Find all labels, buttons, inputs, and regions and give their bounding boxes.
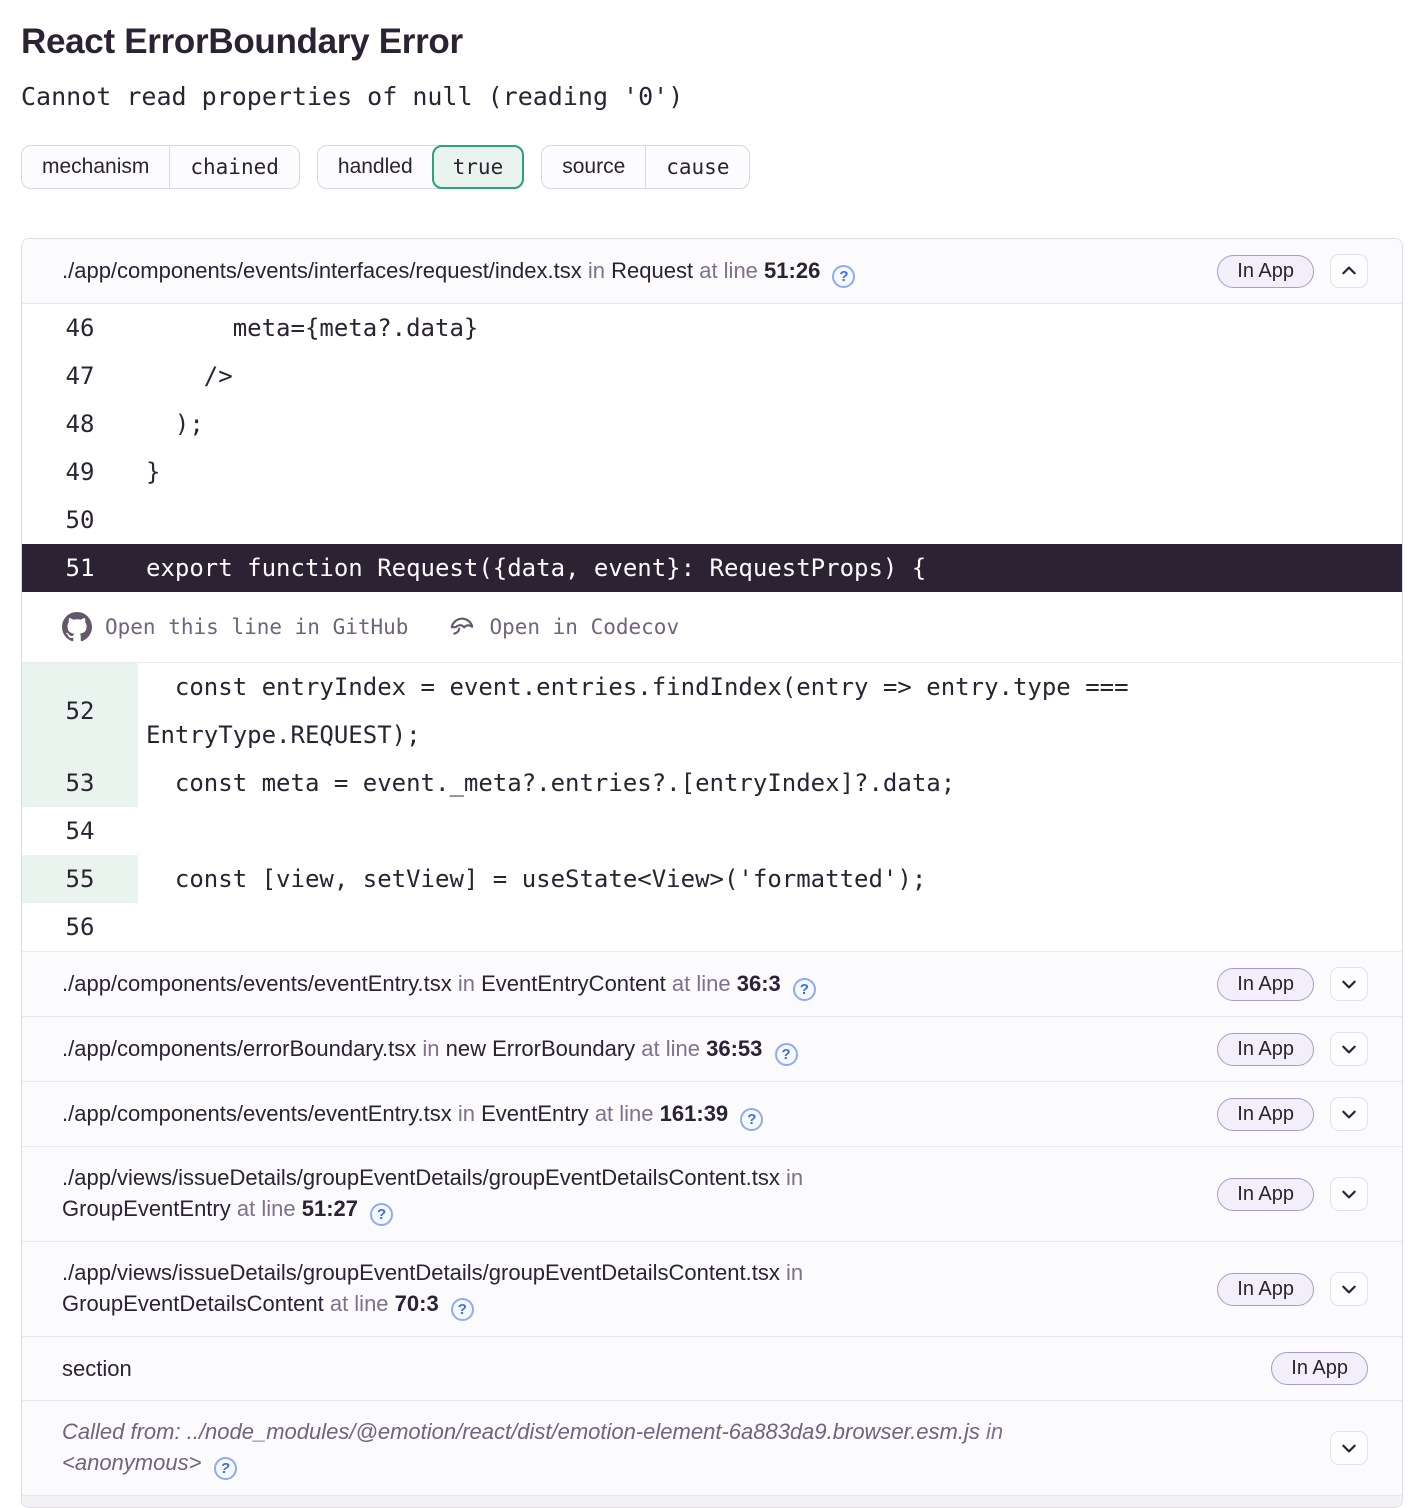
next-frame-row-partial[interactable]	[22, 1495, 1402, 1507]
frame-atline-label: at line	[641, 1035, 700, 1061]
code-text	[138, 903, 1402, 951]
frame-title	[62, 1098, 1201, 1131]
frame-in-label: in	[785, 1165, 804, 1190]
frame-title	[62, 255, 1201, 288]
page-title: React ErrorBoundary Error	[21, 22, 463, 61]
called-from-label: Called from:	[62, 1419, 181, 1444]
in-app-badge: In App	[1217, 1098, 1314, 1131]
code-line	[22, 855, 1402, 903]
line-number: 51	[65, 554, 95, 582]
stack-frame-row-section[interactable]	[22, 1336, 1402, 1400]
frame-atline-label: at line	[594, 1100, 654, 1126]
called-from-title	[62, 1416, 1314, 1480]
in-app-badge: In App	[1217, 1178, 1314, 1211]
chevron-down-icon	[1340, 1040, 1358, 1058]
frame-in-label: in	[785, 1260, 804, 1285]
line-number: 48	[65, 410, 95, 438]
line-number: 46	[65, 314, 95, 342]
line-number: 47	[65, 362, 95, 390]
stack-frame-row-expanded[interactable]	[22, 239, 1402, 304]
frame-title	[62, 1257, 1201, 1321]
frame-title	[62, 1162, 1201, 1226]
frame-section-label: section	[62, 1355, 132, 1381]
code-line	[22, 663, 1402, 759]
frame-function: new ErrorBoundary	[445, 1035, 636, 1061]
source-context	[22, 304, 1402, 951]
frame-title	[62, 968, 1201, 1001]
tag-value: chained	[169, 146, 299, 188]
line-number: 56	[65, 913, 95, 941]
frame-in-label: in	[457, 1100, 475, 1126]
code-text: const entryIndex = event.entries.findIndex(entry => entry.type === EntryType.REQUEST);	[146, 673, 1144, 749]
frame-lineno: 161:39	[659, 1100, 729, 1126]
help-icon[interactable]: ?	[214, 1457, 237, 1480]
tag-key: mechanism	[42, 155, 150, 178]
line-number: 55	[22, 855, 138, 903]
tag-handled[interactable]	[317, 145, 524, 189]
expand-frame-button[interactable]	[1330, 1272, 1368, 1306]
help-icon[interactable]: ?	[832, 265, 855, 288]
help-icon[interactable]: ?	[793, 978, 816, 1001]
tag-mechanism[interactable]	[21, 145, 300, 189]
code-text: export function Request({data, event}: RequestProps) {	[146, 554, 927, 582]
github-icon	[62, 612, 92, 642]
frame-lineno: 70:3	[394, 1291, 439, 1316]
code-text: }	[146, 458, 161, 486]
collapse-frame-button[interactable]	[1330, 254, 1368, 288]
in-app-badge: In App	[1271, 1352, 1368, 1385]
in-app-badge: In App	[1217, 968, 1314, 1001]
tag-list	[21, 145, 1403, 189]
stack-frame-row[interactable]	[22, 1016, 1402, 1081]
code-line	[22, 807, 1402, 855]
frame-lineno: 51:26	[764, 257, 821, 283]
frame-in-label: in	[422, 1035, 440, 1061]
codecov-link[interactable]	[448, 603, 679, 651]
code-text	[138, 496, 1402, 544]
github-link-label: Open this line in GitHub	[105, 615, 409, 639]
code-text: />	[146, 362, 233, 390]
code-line	[22, 448, 1402, 496]
code-line-crash	[22, 544, 1402, 592]
chevron-down-icon	[1340, 1105, 1358, 1123]
code-line	[22, 903, 1402, 951]
chevron-down-icon	[1340, 1439, 1358, 1457]
frame-atline-label: at line	[329, 1291, 389, 1316]
code-line	[22, 496, 1402, 544]
frame-lineno: 36:53	[706, 1035, 763, 1061]
called-from-path: ../node_modules/@emotion/react/dist/emotion-element-6a883da9.browser.esm.js	[186, 1419, 980, 1444]
frame-atline-label: at line	[699, 257, 758, 283]
frame-path: ./app/views/issueDetails/groupEventDetails/groupEventDetailsContent.tsx	[62, 1260, 780, 1285]
expand-frame-button[interactable]	[1330, 1431, 1368, 1465]
github-link[interactable]	[62, 603, 408, 651]
code-text	[138, 807, 1402, 855]
expand-frame-button[interactable]	[1330, 1032, 1368, 1066]
expand-frame-button[interactable]	[1330, 1097, 1368, 1131]
chevron-up-icon	[1340, 262, 1358, 280]
tag-value: cause	[645, 146, 749, 188]
code-text: meta={meta?.data}	[146, 314, 479, 342]
line-number: 49	[65, 458, 95, 486]
in-app-badge: In App	[1217, 1033, 1314, 1066]
stack-frame-row[interactable]	[22, 1146, 1402, 1241]
expand-frame-button[interactable]	[1330, 967, 1368, 1001]
frame-in-label: in	[457, 970, 475, 996]
tag-key: handled	[337, 155, 413, 178]
codecov-icon	[448, 613, 476, 641]
frame-function: EventEntry	[481, 1100, 589, 1126]
stack-frame-row[interactable]	[22, 1081, 1402, 1146]
code-text: const meta = event._meta?.entries?.[entryIndex]?.data;	[146, 769, 956, 797]
line-number: 53	[22, 759, 138, 807]
stack-trace-panel	[21, 238, 1403, 1508]
called-from-row[interactable]	[22, 1400, 1402, 1495]
frame-lineno: 36:3	[736, 970, 781, 996]
frame-atline-label: at line	[671, 970, 731, 996]
code-line	[22, 400, 1402, 448]
help-icon[interactable]: ?	[740, 1108, 763, 1131]
codecov-link-label: Open in Codecov	[489, 615, 680, 639]
frame-function: EventEntryContent	[481, 970, 666, 996]
frame-in-label: in	[587, 257, 605, 283]
stack-frame-row[interactable]	[22, 951, 1402, 1016]
tag-value-highlighted: true	[432, 145, 525, 189]
frame-path: ./app/views/issueDetails/groupEventDetails/groupEventDetailsContent.tsx	[62, 1165, 780, 1190]
help-icon[interactable]: ?	[775, 1043, 798, 1066]
code-line	[22, 759, 1402, 807]
tag-key: source	[562, 155, 626, 178]
frame-function: Request	[611, 257, 694, 283]
expand-frame-button[interactable]	[1330, 1177, 1368, 1211]
code-text: );	[146, 410, 204, 438]
chevron-down-icon	[1340, 975, 1358, 993]
frame-in-label: in	[986, 1419, 1004, 1444]
frame-path: ./app/components/events/eventEntry.tsx	[62, 1100, 452, 1126]
help-icon[interactable]: ?	[370, 1203, 393, 1226]
frame-path: ./app/components/events/eventEntry.tsx	[62, 970, 452, 996]
help-icon[interactable]: ?	[451, 1298, 474, 1321]
source-links-row	[22, 592, 1402, 663]
code-text: const [view, setView] = useState<View>('formatted');	[146, 865, 927, 893]
frame-title	[62, 1033, 1201, 1066]
error-message: Cannot read properties of null (reading '0')	[21, 82, 684, 111]
frame-lineno: 51:27	[301, 1196, 358, 1221]
chevron-down-icon	[1340, 1280, 1358, 1298]
in-app-badge: In App	[1217, 255, 1314, 288]
frame-function: GroupEventDetailsContent	[62, 1291, 324, 1316]
tag-source[interactable]	[541, 145, 750, 189]
line-number: 50	[65, 506, 95, 534]
in-app-badge: In App	[1217, 1273, 1314, 1306]
stack-frame-row[interactable]	[22, 1241, 1402, 1336]
code-line	[22, 304, 1402, 352]
code-line	[22, 352, 1402, 400]
frame-path: ./app/components/events/interfaces/request/index.tsx	[62, 257, 582, 283]
line-number: 52	[22, 663, 138, 759]
chevron-down-icon	[1340, 1185, 1358, 1203]
called-from-function: <anonymous>	[62, 1450, 202, 1475]
frame-path: ./app/components/errorBoundary.tsx	[62, 1035, 417, 1061]
frame-atline-label: at line	[236, 1196, 296, 1221]
line-number: 54	[65, 817, 95, 845]
frame-function: GroupEventEntry	[62, 1196, 231, 1221]
